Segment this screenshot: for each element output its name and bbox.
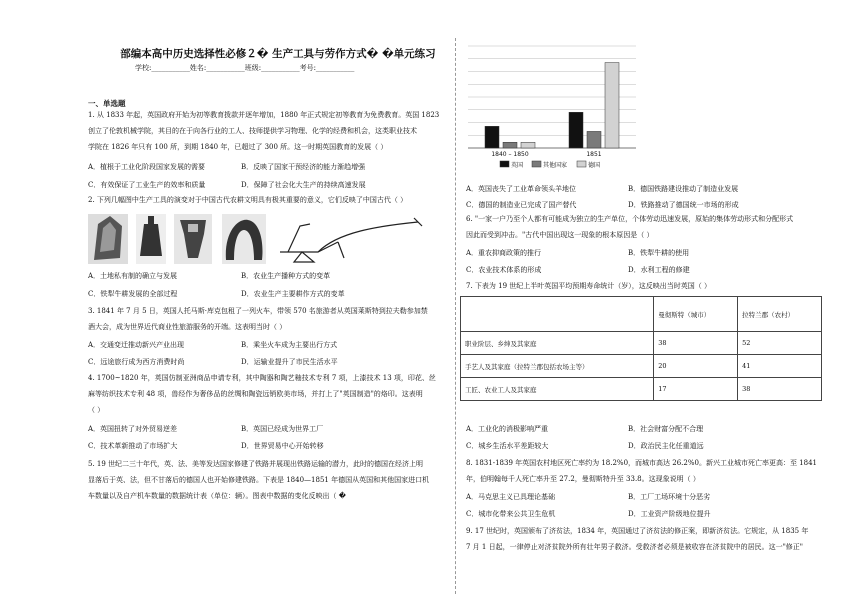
q5-line-1: 5. 19 世纪二三十年代，英、法、美等发达国家修建了铁路并展现出铁路运输的潜力，此时的德国在经济上明 <box>88 460 424 468</box>
q1-option-c[interactable]: C．有效保证了工业生产的效率和质量 <box>88 181 206 189</box>
x-tick-label: 1840 – 1850 <box>491 151 529 158</box>
locomotive-bar-chart <box>464 40 642 176</box>
q4-option-c[interactable]: C．技术革新推动了市场扩大 <box>88 442 178 450</box>
q2-option-d[interactable]: D．农业生产主要耕作方式的变革 <box>241 290 345 298</box>
q2-line: 2. 下列几幅图中生产工具的演变对于中国古代农耕文明具有极其重要的意义，它们反映了中国古代（ ） <box>88 196 408 204</box>
page-title: 部编本高中历史选择性必修２� 生产工具与劳作方式� �单元练习 <box>120 48 436 60</box>
column-divider <box>455 38 456 594</box>
q8-option-a[interactable]: A．马克思主义已具理论基础 <box>466 493 556 501</box>
farming-tools-figure <box>88 212 438 268</box>
q4-option-b[interactable]: B．英国已经成为世界工厂 <box>241 425 324 433</box>
plough-share-image <box>222 214 266 264</box>
q3-line-2: 酒大会，成为世界近代商业性旅游服务的开端。这表明当时（ ） <box>88 323 287 331</box>
table-header-cell <box>461 297 654 332</box>
q4-option-a[interactable]: A．英国扭转了对外贸易逆差 <box>88 425 178 433</box>
q6-line-2: 因此而受到冲击。"古代中国出现这一现象的根本原因是（ ） <box>466 231 654 239</box>
q5-option-d[interactable]: D．铁路推动了德国统一市场的形成 <box>628 201 739 209</box>
q5-option-c[interactable]: C．德国的制造业已完成了国产替代 <box>466 201 577 209</box>
legend-swatch <box>500 161 509 167</box>
q1-line-3: 学院在 1826 年只有 100 所，到期 1840 年，已超过了 300 所。这一时期英国教育的发展（ ） <box>88 143 388 151</box>
q3-option-d[interactable]: D．运输业提升了市民生活水平 <box>241 358 338 366</box>
q5-line-3: 车数量以及自产机车数量的数据统计表（单位：辆）。图表中数据的变化反映出（ � <box>88 492 346 500</box>
stone-tool-image <box>88 214 128 264</box>
student-info-line: 学校:___________姓名:___________班级:___________考号:___________ <box>135 64 355 72</box>
q1-option-d[interactable]: D．保障了社会化大生产的持续高速发展 <box>241 181 366 189</box>
x-tick-label: 1851 <box>586 151 602 158</box>
bar-英国 <box>569 112 583 148</box>
q2-option-c[interactable]: C．铁犁牛耕发展的全部过程 <box>88 290 178 298</box>
bronze-spade-image <box>136 214 166 264</box>
q8-line-1: 8. 1831-1839 年英国农村地区死亡率约为 18.2%0，而城市高达 26.2%0。新兴工业城市死亡率更高：至 1841 <box>466 459 817 467</box>
q9-line-1: 9. 17 世纪时，英国颁布了济贫法，1834 年，英国通过了济贫法的修正案，即新济贫法。它规定，从 1835 年 <box>466 527 809 535</box>
q7-option-d[interactable]: D．政治民主化任重道远 <box>628 442 704 450</box>
q3-option-b[interactable]: B．乘坐火车成为主要出行方式 <box>241 341 338 349</box>
table-header-cell: 曼彻斯特（城市） <box>654 297 738 332</box>
q2-option-a[interactable]: A．土地私有制的确立与发展 <box>88 272 178 280</box>
curved-plough-drawing <box>280 218 422 262</box>
table-header-cell: 拉特兰郡（农村） <box>738 297 822 332</box>
q7-option-a[interactable]: A．工业化的消极影响严重 <box>466 425 549 433</box>
q1-line-1: 1. 从 1833 年起，英国政府开始为初等教育拨款并逐年增加，1880 年正式规定初等教育为免费教育。英国 1823 <box>88 111 440 119</box>
table-row <box>461 332 822 355</box>
bar-英国 <box>485 126 499 148</box>
table-cell: 38 <box>738 378 822 401</box>
q3-line-1: 3. 1841 年 7 月 5 日，英国人托马斯·库克包租了一列火车，带领 570 名旅游者从英国莱斯特到拉夫勒参加禁 <box>88 307 428 315</box>
section-heading: 一、单选题 <box>88 99 126 108</box>
q7-option-c[interactable]: C．城乡生活水平差距较大 <box>466 442 549 450</box>
table-cell: 工匠、农业工人及其家庭 <box>461 378 654 401</box>
q9-line-2: 7 月 1 日起，一律停止对济贫院外所有壮年男子救济。受救济者必须是被收容在济贫院中的居民。这一"修正" <box>466 543 804 551</box>
q4-option-d[interactable]: D．世界贸易中心开始转移 <box>241 442 324 450</box>
table-cell: 20 <box>654 355 738 378</box>
table-cell: 52 <box>738 332 822 355</box>
legend-swatch <box>532 161 541 167</box>
q8-option-c[interactable]: C．城市化带来公共卫生危机 <box>466 510 556 518</box>
life-expectancy-table <box>460 296 822 401</box>
q6-option-c[interactable]: C．农业技术体系的形成 <box>466 266 542 274</box>
q6-option-b[interactable]: B．铁犁牛耕的使用 <box>628 249 690 257</box>
q8-option-b[interactable]: B．工厂工场环境十分恶劣 <box>628 493 711 501</box>
q6-line-1: 6. "一家一户乃至个人都有可能成为独立的生产单位，个体劳动迅速发展，原始的集体劳动形式和分配形式 <box>466 215 794 223</box>
q4-line-1: 4. 1700~1820 年，英国仿制亚洲商品申请专利，其中陶器和陶艺釉技术专利 7 项，上漆技术 13 项，印花、丝 <box>88 374 436 382</box>
table-cell: 职业阶层、乡绅及其家庭 <box>461 332 654 355</box>
legend-label: 其他国家 <box>543 162 568 169</box>
q3-option-c[interactable]: C．远途旅行成为西方消费时尚 <box>88 358 185 366</box>
legend-label: 英国 <box>511 162 524 169</box>
table-cell: 17 <box>654 378 738 401</box>
bar-其他国家 <box>587 131 601 148</box>
q6-option-d[interactable]: D．水利工程的修建 <box>628 266 690 274</box>
q4-line-2: 麻等纺织技术专利 48 项，兽经作为奢侈品的丝绸和陶瓷远销欧美市场，并打上了"英国制造"的烙印。这表明 <box>88 390 423 398</box>
q3-option-a[interactable]: A．交通变迁推动新兴产业出现 <box>88 341 185 349</box>
table-header-row <box>461 297 822 332</box>
bar-其他国家 <box>503 142 517 148</box>
q5-line-2: 显落后于英、法，但不甘落后的德国人也开始修建铁路。下表是 1840—1851 年德国从英国和其他国家进口机 <box>88 476 430 484</box>
q5-option-b[interactable]: B．德国铁路建设推动了制造业发展 <box>628 185 739 193</box>
q1-line-2: 创立了伦敦机械学院，其目的在于向各行业的工人、技师提供学习物理、化学的经费和机会，这类职业技术 <box>88 127 417 135</box>
bar-德国 <box>521 142 535 148</box>
table-cell: 手艺人及其家庭（拉特兰郡包括农场主等） <box>461 355 654 378</box>
q8-line-2: 年，伯明翰每千人死亡率升至 27.2，曼彻斯特升至 33.8。这现象说明（ ） <box>466 475 700 483</box>
table-cell: 41 <box>738 355 822 378</box>
q2-option-b[interactable]: B．农业生产播种方式的变革 <box>241 272 331 280</box>
q8-option-d[interactable]: D．工业资产阶级地位提升 <box>628 510 711 518</box>
bar-德国 <box>605 63 619 148</box>
table-row <box>461 378 822 401</box>
iron-hoe-image <box>174 214 212 264</box>
table-cell: 38 <box>654 332 738 355</box>
q7-option-b[interactable]: B．社会财富分配不合理 <box>628 425 704 433</box>
q1-option-b[interactable]: B．反映了国家干预经济的能力渐趋增强 <box>241 163 366 171</box>
q4-line-3: （ ） <box>88 406 105 414</box>
q5-option-a[interactable]: A．英国丧失了工业革命领头羊地位 <box>466 185 577 193</box>
q6-option-a[interactable]: A．重农抑商政策的推行 <box>466 249 542 257</box>
table-row <box>461 355 822 378</box>
legend-swatch <box>577 161 586 167</box>
legend-label: 德国 <box>588 162 601 169</box>
q1-option-a[interactable]: A．植根于工业化阶段国家发展的需要 <box>88 163 206 171</box>
q7-line: 7. 下表为 19 世纪上半叶英国平均预期寿命统计（岁），这反映出当时英国（ ） <box>466 282 711 290</box>
